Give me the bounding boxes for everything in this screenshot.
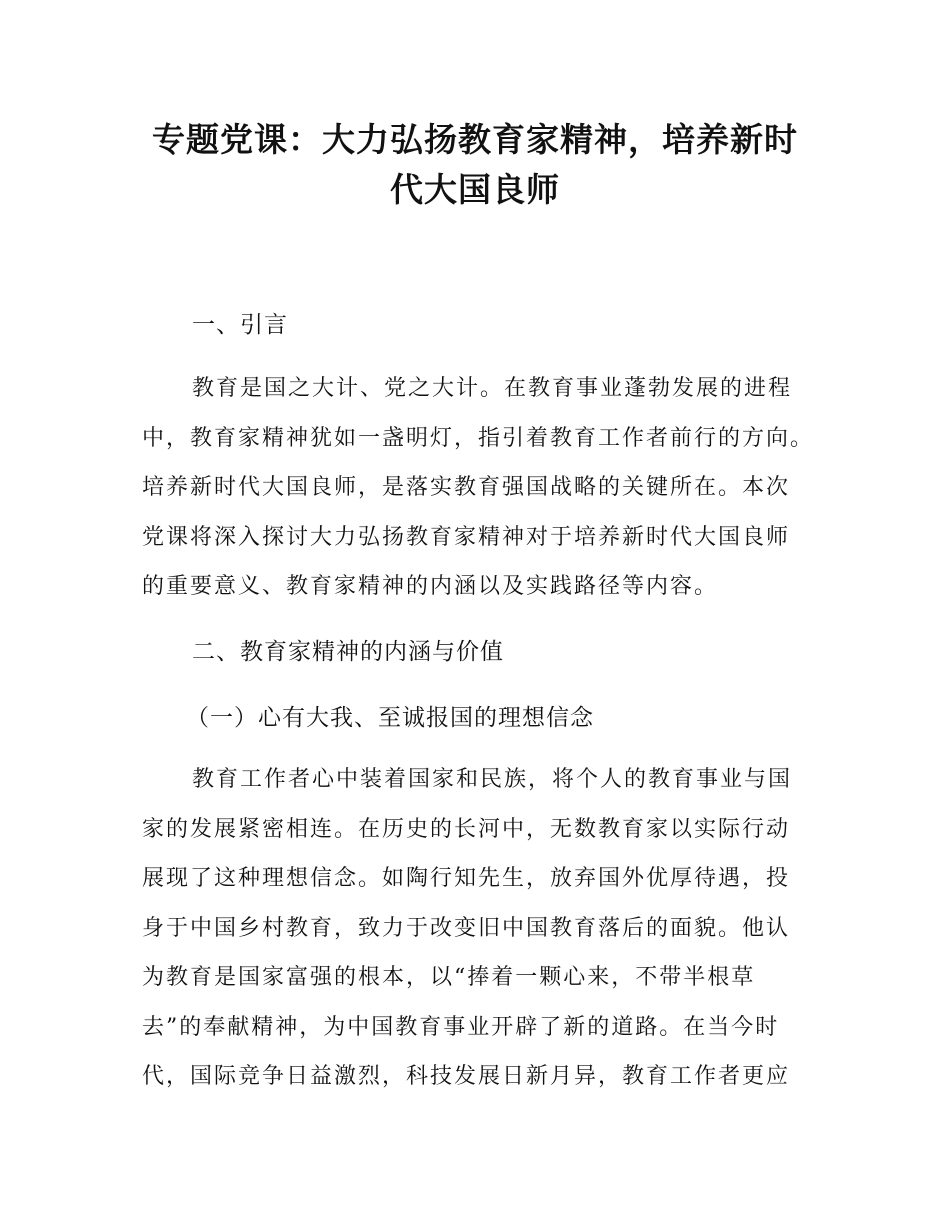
introduction-paragraph (142, 364, 822, 612)
paragraph-line: 的重要意义、教育家精神的内涵以及实践路径等内容。 (142, 574, 719, 599)
paragraph-line: 教育是国之大计、党之大计。在教育事业蓬勃发展的进程 (192, 376, 793, 401)
paragraph-line: 党课将深入探讨大力弘扬教育家精神对于培养新时代大国良师 (142, 524, 791, 550)
paragraph-line: 中，教育家精神犹如一盏明灯，指引着教育工作者前行的方向。 (142, 425, 815, 451)
paragraph-line: 身于中国乡村教育，致力于改变旧中国教育落后的面貌。他认 (142, 915, 791, 941)
paragraph-line: 展现了这种理想信念。如陶行知先生，放弃国外优厚待遇，投 (142, 866, 791, 891)
document-title-line-2: 代大国良师 (390, 170, 560, 209)
paragraph-line: 为教育是国家富强的根本，以“捧着一颗心来，不带半根草 (142, 965, 756, 990)
ideals-paragraph (142, 755, 822, 1102)
paragraph-line: 家的发展紧密相连。在历史的长河中，无数教育家以实际行动 (142, 816, 791, 842)
section-heading-introduction: 一、引言 (192, 312, 288, 338)
paragraph-line: 代，国际竞争日益激烈，科技发展日新月异，教育工作者更应 (142, 1064, 791, 1089)
paragraph-line: 教育工作者心中装着国家和民族，将个人的教育事业与国 (192, 767, 793, 792)
paragraph-line: 培养新时代大国良师，是落实教育强国战略的关键所在。本次 (142, 475, 791, 500)
paragraph-line: 去”的奉献精神，为中国教育事业开辟了新的道路。在当今时 (142, 1014, 780, 1040)
document-title-line-1: 专题党课：大力弘扬教育家精神，培养新时 (152, 120, 798, 159)
section-heading-connotation-value: 二、教育家精神的内涵与价值 (192, 639, 504, 665)
subsection-heading-ideals: （一）心有大我、至诚报国的理想信念 (186, 705, 594, 731)
